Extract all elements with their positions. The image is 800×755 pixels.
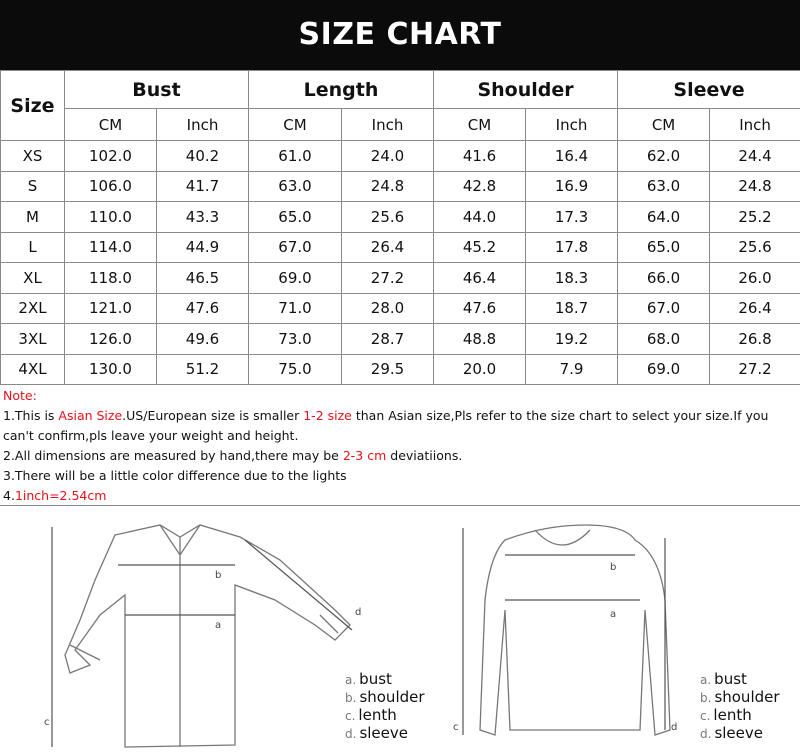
- mark-d2: d: [671, 722, 678, 733]
- mark-c: c: [44, 717, 50, 728]
- table-cell: 110.0: [65, 202, 157, 233]
- note-text: can't confirm,pls leave your weight and height.: [3, 428, 299, 443]
- table-cell: 73.0: [249, 324, 342, 355]
- table-cell: 25.6: [342, 202, 434, 233]
- legend-letter: c.: [345, 709, 356, 723]
- note-highlight: 1-2 size: [303, 408, 352, 423]
- table-cell: 71.0: [249, 293, 342, 324]
- note-4: [3, 486, 800, 506]
- legend-sweater: [700, 671, 780, 743]
- table-cell: 25.6: [710, 232, 800, 263]
- table-row: [1, 141, 800, 172]
- table-cell: 24.8: [342, 171, 434, 202]
- table-cell: 48.8: [434, 324, 526, 355]
- table-cell: 18.7: [526, 293, 618, 324]
- page-title: SIZE CHART: [298, 17, 502, 52]
- table-cell: 26.4: [342, 232, 434, 263]
- table-cell: 63.0: [618, 171, 710, 202]
- table-cell: 62.0: [618, 141, 710, 172]
- table-cell: 64.0: [618, 202, 710, 233]
- legend-text: sleeve: [714, 724, 763, 742]
- table-cell: 19.2: [526, 324, 618, 355]
- mark-b: b: [215, 570, 222, 581]
- size-label: M: [1, 202, 65, 233]
- table-cell: 26.8: [710, 324, 800, 355]
- table-cell: 45.2: [434, 232, 526, 263]
- mark-a: a: [215, 620, 222, 631]
- table-cell: 28.7: [342, 324, 434, 355]
- note-text: .US/European size is smaller: [122, 408, 304, 423]
- mark-d: d: [355, 607, 362, 618]
- table-cell: 16.9: [526, 171, 618, 202]
- notes-heading-line: [3, 386, 800, 406]
- table-cell: 28.0: [342, 293, 434, 324]
- legend-shirt: [345, 671, 425, 743]
- table-cell: 27.2: [710, 354, 800, 385]
- table-cell: 16.4: [526, 141, 618, 172]
- legend-text: bust: [359, 670, 392, 688]
- mark-b2: b: [610, 562, 617, 573]
- legend-item: [700, 689, 780, 707]
- table-cell: 49.6: [157, 324, 249, 355]
- table-cell: 65.0: [249, 202, 342, 233]
- note-highlight: Asian Size: [58, 408, 123, 423]
- size-table-body: [1, 141, 800, 385]
- legend-letter: a.: [345, 673, 357, 687]
- table-cell: 67.0: [249, 232, 342, 263]
- note-3: [3, 466, 800, 486]
- table-cell: 20.0: [434, 354, 526, 385]
- mark-c2: c: [453, 722, 459, 733]
- table-cell: 41.7: [157, 171, 249, 202]
- unit-header: CM: [434, 109, 526, 141]
- legend-text: sleeve: [359, 724, 408, 742]
- table-cell: 25.2: [710, 202, 800, 233]
- unit-header: CM: [65, 109, 157, 141]
- legend-letter: d.: [345, 727, 357, 741]
- note-1-cont: [3, 426, 800, 446]
- table-cell: 43.3: [157, 202, 249, 233]
- mark-a2: a: [610, 609, 617, 620]
- size-label: 3XL: [1, 324, 65, 355]
- table-cell: 24.8: [710, 171, 800, 202]
- table-cell: 44.9: [157, 232, 249, 263]
- legend-text: shoulder: [714, 688, 780, 706]
- note-text: 2.All dimensions are measured by hand,there may be: [3, 448, 343, 463]
- table-cell: 40.2: [157, 141, 249, 172]
- table-cell: 42.8: [434, 171, 526, 202]
- table-cell: 41.6: [434, 141, 526, 172]
- unit-header: Inch: [526, 109, 618, 141]
- table-cell: 69.0: [249, 263, 342, 294]
- table-cell: 26.0: [710, 263, 800, 294]
- legend-letter: a.: [700, 673, 712, 687]
- table-cell: 51.2: [157, 354, 249, 385]
- note-1: [3, 406, 800, 426]
- legend-item: [345, 671, 425, 689]
- table-cell: 75.0: [249, 354, 342, 385]
- table-cell: 118.0: [65, 263, 157, 294]
- shoulder-header: Shoulder: [434, 71, 618, 109]
- table-cell: 27.2: [342, 263, 434, 294]
- legend-letter: b.: [345, 691, 357, 705]
- table-cell: 121.0: [65, 293, 157, 324]
- table-cell: 17.8: [526, 232, 618, 263]
- unit-header: Inch: [157, 109, 249, 141]
- unit-header: Inch: [710, 109, 800, 141]
- shirt-diagram: [30, 515, 370, 750]
- table-cell: 130.0: [65, 354, 157, 385]
- note-text: 1.This is: [3, 408, 59, 423]
- table-cell: 7.9: [526, 354, 618, 385]
- table-cell: 47.6: [434, 293, 526, 324]
- length-header: Length: [249, 71, 434, 109]
- notes-section: [0, 384, 800, 506]
- size-column-header: Size: [1, 71, 65, 141]
- legend-item: [345, 707, 425, 725]
- legend-item: [345, 725, 425, 743]
- unit-header: CM: [618, 109, 710, 141]
- table-cell: 17.3: [526, 202, 618, 233]
- legend-item: [700, 707, 780, 725]
- table-cell: 66.0: [618, 263, 710, 294]
- size-label: S: [1, 171, 65, 202]
- table-cell: 106.0: [65, 171, 157, 202]
- table-cell: 47.6: [157, 293, 249, 324]
- note-text: deviatiions.: [386, 448, 463, 463]
- title-bar: [0, 0, 800, 70]
- legend-letter: b.: [700, 691, 712, 705]
- table-row: [1, 324, 800, 355]
- table-cell: 102.0: [65, 141, 157, 172]
- sweater-diagram: [445, 520, 680, 750]
- table-row: [1, 232, 800, 263]
- legend-item: [700, 671, 780, 689]
- size-label: 2XL: [1, 293, 65, 324]
- table-cell: 46.5: [157, 263, 249, 294]
- note-2: [3, 446, 800, 466]
- table-cell: 24.0: [342, 141, 434, 172]
- note-text: 4.: [3, 488, 15, 503]
- legend-letter: d.: [700, 727, 712, 741]
- table-row: [1, 354, 800, 385]
- table-cell: 18.3: [526, 263, 618, 294]
- size-label: XS: [1, 141, 65, 172]
- size-label: XL: [1, 263, 65, 294]
- size-table: [0, 70, 800, 385]
- note-text: than Asian size,Pls refer to the size chart to select your size.If you: [351, 408, 769, 423]
- table-cell: 29.5: [342, 354, 434, 385]
- note-text: 3.There will be a little color difference due to the lights: [3, 468, 347, 483]
- unit-header: Inch: [342, 109, 434, 141]
- legend-text: bust: [714, 670, 747, 688]
- note-highlight: 1inch=2.54cm: [14, 488, 107, 503]
- bust-header: Bust: [65, 71, 249, 109]
- sleeve-header: Sleeve: [618, 71, 800, 109]
- legend-text: lenth: [358, 706, 397, 724]
- table-cell: 46.4: [434, 263, 526, 294]
- size-label: L: [1, 232, 65, 263]
- table-row: [1, 202, 800, 233]
- table-cell: 44.0: [434, 202, 526, 233]
- table-cell: 24.4: [710, 141, 800, 172]
- table-row: [1, 293, 800, 324]
- table-cell: 67.0: [618, 293, 710, 324]
- table-cell: 63.0: [249, 171, 342, 202]
- table-row: [1, 171, 800, 202]
- table-cell: 68.0: [618, 324, 710, 355]
- table-cell: 126.0: [65, 324, 157, 355]
- table-cell: 65.0: [618, 232, 710, 263]
- size-label: 4XL: [1, 354, 65, 385]
- legend-item: [700, 725, 780, 743]
- table-cell: 69.0: [618, 354, 710, 385]
- table-cell: 26.4: [710, 293, 800, 324]
- legend-item: [345, 689, 425, 707]
- legend-letter: c.: [700, 709, 711, 723]
- table-cell: 114.0: [65, 232, 157, 263]
- notes-heading: Note:: [3, 388, 37, 403]
- table-cell: 61.0: [249, 141, 342, 172]
- unit-header: CM: [249, 109, 342, 141]
- table-row: [1, 263, 800, 294]
- legend-text: lenth: [713, 706, 752, 724]
- legend-text: shoulder: [359, 688, 425, 706]
- note-highlight: 2-3 cm: [342, 448, 387, 463]
